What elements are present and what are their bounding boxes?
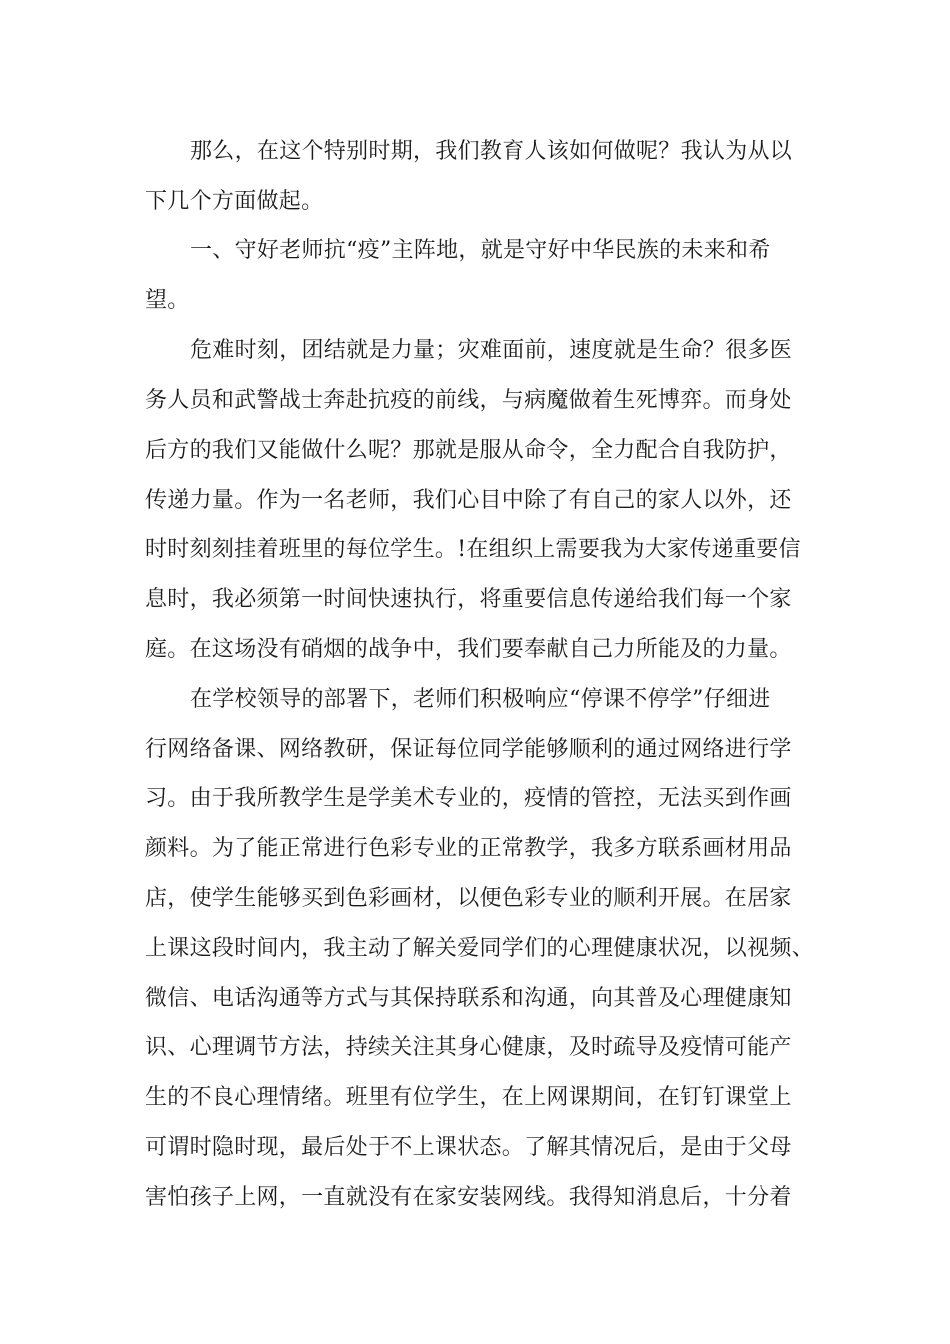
paragraph-line: 颜料。为了能正常进行色彩专业的正常教学，我多方联系画材用品 bbox=[145, 836, 792, 861]
paragraph-line: 那么，在这个特别时期，我们教育人该如何做呢？我认为从以 bbox=[190, 139, 793, 164]
section-heading-line: 望。 bbox=[145, 288, 190, 313]
paragraph-line: 上课这段时间内，我主动了解关爱同学们的心理健康状况，以视频、 bbox=[145, 936, 815, 961]
paragraph-line: 庭。在这场没有硝烟的战争中，我们要奉献自己力所能及的力量。 bbox=[145, 637, 792, 662]
paragraph-line: 害怕孩子上网，一直就没有在家安装网线。我得知消息后，十分着 bbox=[145, 1185, 792, 1210]
paragraph-line: 传递力量。作为一名老师，我们心目中除了有自己的家人以外，还 bbox=[145, 488, 792, 513]
paragraph-line: 可谓时隐时现，最后处于不上课状态。了解其情况后，是由于父母 bbox=[145, 1135, 792, 1160]
paragraph-line: 在学校领导的部署下，老师们积极响应“停课不停学”仔细进 bbox=[190, 687, 771, 712]
paragraph-line: 店，使学生能够买到色彩画材，以便色彩专业的顺利开展。在居家 bbox=[145, 886, 792, 911]
section-heading-line: 一、守好老师抗“疫”主阵地，就是守好中华民族的未来和希 bbox=[190, 238, 771, 263]
paragraph-line: 息时，我必须第一时间快速执行，将重要信息传递给我们每一个家 bbox=[145, 587, 792, 612]
paragraph-line: 微信、电话沟通等方式与其保持联系和沟通，向其普及心理健康知 bbox=[145, 986, 792, 1011]
paragraph-line: 识、心理调节方法，持续关注其身心健康，及时疏导及疫情可能产 bbox=[145, 1035, 792, 1060]
paragraph-line: 务人员和武警战士奔赴抗疫的前线，与病魔做着生死博弈。而身处 bbox=[145, 388, 792, 413]
paragraph-line: 习。由于我所教学生是学美术专业的，疫情的管控，无法买到作画 bbox=[145, 786, 792, 811]
paragraph-line: 下几个方面做起。 bbox=[145, 189, 324, 214]
paragraph-line: 后方的我们又能做什么呢？那就是服从命令，全力配合自我防护， bbox=[145, 438, 792, 463]
paragraph-line: 危难时刻，团结就是力量；灾难面前，速度就是生命？很多医 bbox=[190, 338, 793, 363]
paragraph-line: 时时刻刻挂着班里的每位学生。!在组织上需要我为大家传递重要信 bbox=[145, 537, 801, 562]
paragraph-line: 生的不良心理情绪。班里有位学生，在上网课期间，在钉钉课堂上 bbox=[145, 1085, 792, 1110]
paragraph-line: 行网络备课、网络教研，保证每位同学能够顺利的通过网络进行学 bbox=[145, 737, 792, 762]
